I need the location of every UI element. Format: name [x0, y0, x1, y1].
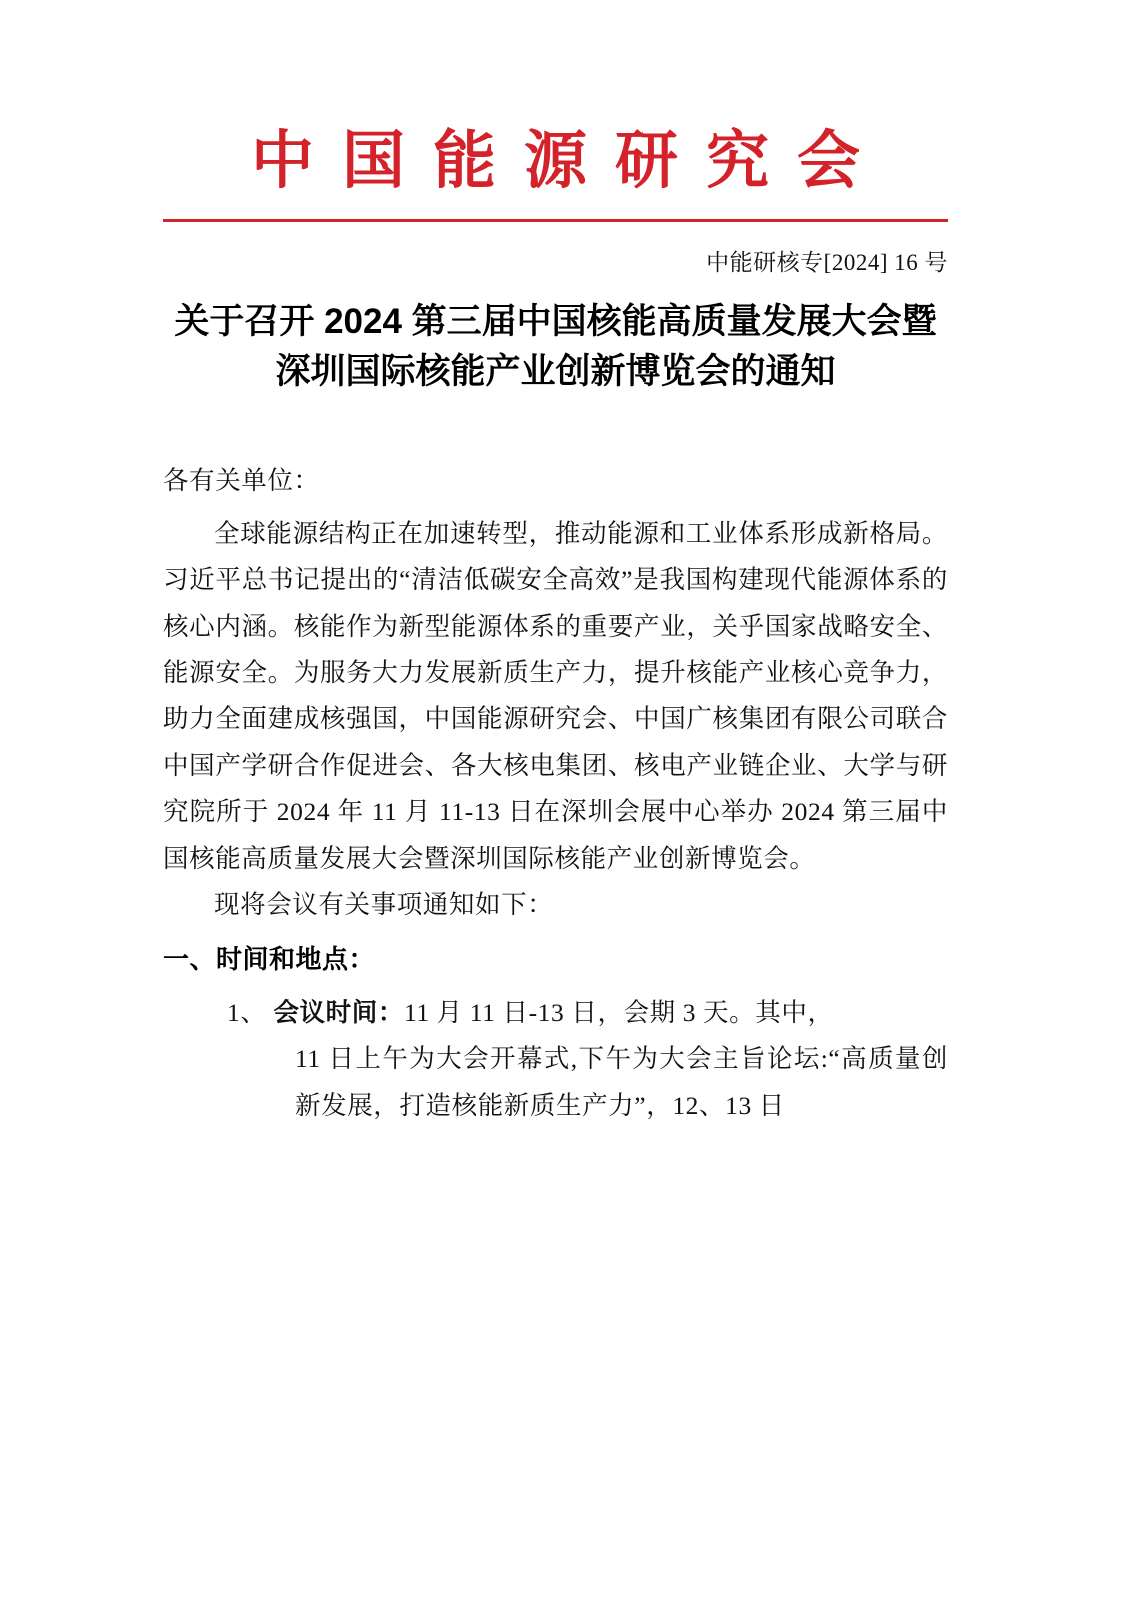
letterhead-title: 中国能源研究会 — [251, 126, 888, 196]
document-number: 中能研核专[2024] 16 号 — [706, 250, 948, 275]
list-item-label: 会议时间： — [273, 998, 404, 1027]
salutation: 各有关单位： — [163, 466, 320, 496]
document-body — [163, 458, 948, 1129]
list-item-first-line-text: 11 月 11 日-13 日，会期 3 天。其中， — [403, 997, 834, 1027]
body-paragraph-1: 全球能源结构正在加速转型，推动能源和工业体系形成新格局。习近平总书记提出的“清洁低碳安全高效”是我国构建现代能源体系的核心内涵。核能作为新型能源体系的重要产业，关乎国家战略安全、能源安全。为服务大力发展新质生产力，提升核能产业核心竞争力，助力全面建成核强国，中国能源研究会、中国广核集团有限公司联合中国产学研合作促进会、各大核电集团、核电产业链企业、大学与研究院所于 2024 年 11 月 11-13 日在深圳会展中心举办 2024 第三届中国核能高质量发展大会暨深圳国际核能产业创新博览会。 — [163, 518, 948, 873]
page-title: 关于召开 2024 第三届中国核能高质量发展大会暨深圳国际核能产业创新博览会的通知 — [174, 302, 937, 391]
list-item-marker: 1、 — [227, 997, 267, 1027]
section-heading-one: 一、时间和地点： — [163, 944, 376, 975]
letterhead-divider — [163, 219, 948, 222]
list-item-rest-text: 11 日上午为大会开幕式,下午为大会主旨论坛:“高质量创新发展，打造核能新质生产力”，12、13 日 — [295, 1044, 948, 1120]
list-item — [227, 990, 948, 1129]
document-content — [163, 0, 948, 1129]
body-paragraph-2: 现将会议有关事项通知如下： — [214, 890, 554, 920]
